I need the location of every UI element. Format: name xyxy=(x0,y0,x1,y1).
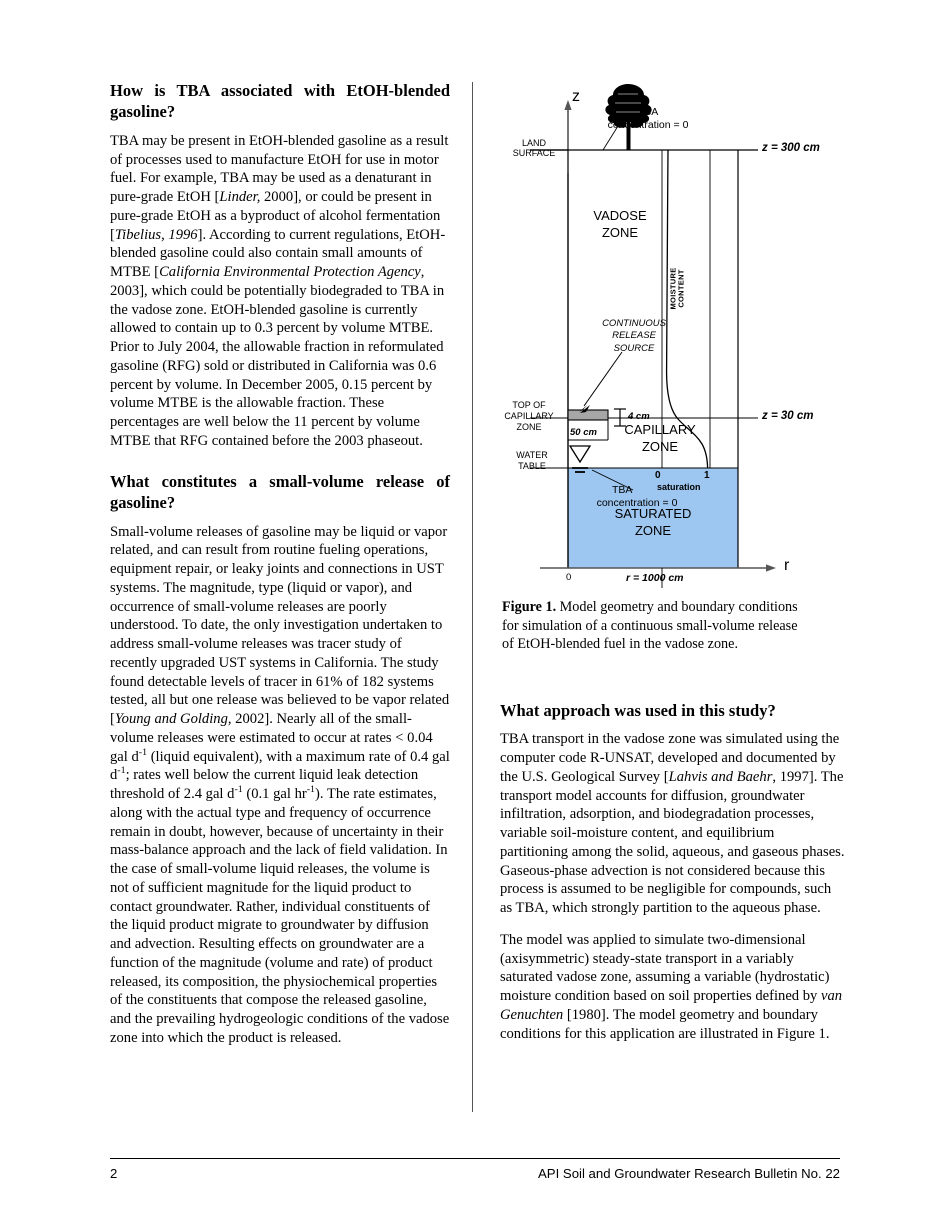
label-saturation-1: 1 xyxy=(704,470,710,481)
label-vadose-1: VADOSE xyxy=(593,208,647,223)
label-top-capillary-1: TOP OF xyxy=(512,400,546,410)
label-4cm: 4 cm xyxy=(628,411,650,422)
text-run: The model was applied to simulate two-dimensional (axisymmetric) steady-state transport in a variably saturated vadose zone, assuming a variable (hydrostatic) moisture condition based on soil properties defined by xyxy=(500,931,830,1005)
paragraph-small-volume-release xyxy=(110,523,450,1048)
label-saturated-1: SATURATED xyxy=(614,506,692,521)
superscript-exponent: -1 xyxy=(234,784,243,796)
figure-1-diagram xyxy=(500,78,850,588)
paragraph-tba-association xyxy=(110,132,450,451)
paragraph-approach-1 xyxy=(500,730,845,918)
label-source-1: CONTINUOUS xyxy=(602,318,666,329)
text-run: (liquid equivalent), with a maximum rate of 0.4 gal d xyxy=(110,748,450,784)
citation-van-genuchten: van Genuchten xyxy=(500,988,843,1023)
right-column xyxy=(500,700,845,1056)
label-tba-bottom-1: TBA xyxy=(612,484,633,496)
text-run: TBA may be present in EtOH-blended gasoline as a result of processes used to manufacture EtOH for use in motor fuel. For example, TBA may be used as a denaturant in pure-grade EtOH [ xyxy=(110,132,449,206)
label-moisture-content-1: MOISTURE xyxy=(668,267,678,310)
label-50cm: 50 cm xyxy=(570,427,597,438)
citation-young-golding: Young and Golding xyxy=(114,711,228,727)
superscript-exponent: -1 xyxy=(117,765,126,777)
text-run: [1980]. The model geometry and boundary conditions for this application are illustrated in Figure 1. xyxy=(500,1006,830,1042)
label-r-axis: r xyxy=(784,557,790,574)
text-run: ). The rate estimates, along with the actual type and frequency of occurrence remain in doubt, however, because of uncertainty in their mass-balance approach and the lack of field validation. In the case of small-volume liquid releases, the volume is not of sufficient magnitude for the liquid product to contact groundwater. Rather, individual constituents of the liquid product migrate to groundwater by diffusion and advection. Resulting effects on groundwater are a function of the magnitude (volume and rate) of product released, its composition, the physiochemical properties of the constituents that compose the released gasoline, and the prevailing hydrogeologic conditions of the vadose zone into which the product is released. xyxy=(110,786,450,1046)
label-tba-top-1: TBA xyxy=(637,106,659,118)
citation-lahvis-baehr: Lahvis and Baehr xyxy=(668,768,773,785)
text-run: (0.1 gal hr xyxy=(242,786,307,802)
heading-tba-association: How is TBA associated with EtOH-blended gasoline? xyxy=(110,81,450,122)
left-column xyxy=(110,80,450,1061)
text-run: ]. According to current regulations, EtOH-blended gasoline could also contain small amounts of MTBE [ xyxy=(110,226,446,281)
citation-tibelius: Tibelius, 1996 xyxy=(114,226,198,243)
label-z-axis: z xyxy=(572,88,580,105)
footer-page-number: 2 xyxy=(110,1166,118,1181)
figure-caption-label: Figure 1. xyxy=(502,599,557,615)
label-z-30: z = 30 cm xyxy=(762,410,814,422)
text-run: TBA transport in the vadose zone was simulated using the computer code R-UNSAT, developed and documented by the U.S. Geological Survey [ xyxy=(500,731,840,785)
paragraph-approach-2 xyxy=(500,931,845,1044)
text-run: Small-volume releases of gasoline may be liquid or vapor related, and can result from routine fueling operations, equipment repair, or leaky joints and connections in UST systems. The magnitude, type (liquid or vapor), and occurrence of small-volume releases are poorly understood. To date, the only investigation undertaken to address small-volume releases was tracer study of recently upgraded UST systems in California. The study found detectable levels of tracer in 61% of 182 systems tested, all but one release was believed to be vapor related [ xyxy=(110,523,450,727)
label-capillary-1: CAPILLARY xyxy=(624,422,696,437)
text-run: , 1997]. The transport model accounts for diffusion, groundwater infiltration, adsorption, and biodegradation processes, variable soil-moisture content, and equilibrium partitioning among the solid, aqueous, and gaseous phases. Gaseous-phase advection is not considered because this process is assumed to be negligible for compounds, such as TBA, which strongly partition to the aqueous phase. xyxy=(500,768,845,917)
label-top-capillary-2: CAPILLARY xyxy=(504,410,554,421)
column-divider xyxy=(472,82,473,1112)
citation-calepa: California Environmental Protection Agency xyxy=(159,264,421,281)
text-run: , 2003], which could be potentially biodegraded to TBA in the vadose zone. EtOH-blended gasoline is currently allowed to contain up to 0.3 percent by volume MTBE. Prior to July 2004, the allowable fraction in reformulated gasoline (RFG) sold or distributed in California was 0.6 percent by volume. In December 2005, 0.15 percent by volume MTBE is the allowable fraction. These percentages are well below the 11 percent by volume MTBE that RFG contained before the 2003 phaseout. xyxy=(110,264,445,449)
superscript-exponent: -1 xyxy=(306,784,316,796)
figure-caption-text: Model geometry and boundary conditions for simulation of a continuous small-volume release of EtOH-blended fuel in the vadose zone. xyxy=(502,599,798,653)
label-origin-0: 0 xyxy=(566,572,572,583)
text-run: , 2002]. Nearly all of the small-volume releases were estimated to occur at rates < 0.04 gal d xyxy=(110,711,433,765)
label-land-surface-1: LAND xyxy=(521,138,546,148)
label-tba-bottom-2: concentration = 0 xyxy=(596,497,678,510)
label-source-3: SOURCE xyxy=(613,342,655,354)
text-run: 2000], or could be present in pure-grade EtOH as a byproduct of alcohol fermentation [ xyxy=(110,189,441,243)
footer-bulletin-title: API Soil and Groundwater Research Bulletin No. 22 xyxy=(537,1166,840,1181)
label-vadose-2: ZONE xyxy=(601,224,639,240)
text-run: ; rates well below the current liquid leak detection threshold of 2.4 gal d xyxy=(110,767,419,802)
label-water-table-2: TABLE xyxy=(518,460,546,471)
label-tba-top-2: concentration = 0 xyxy=(607,119,689,132)
label-r-1000: r = 1000 cm xyxy=(626,572,684,584)
citation-linder: Linder, xyxy=(219,189,261,206)
label-water-table-1: WATER xyxy=(516,450,548,460)
label-saturated-2: ZONE xyxy=(634,522,672,538)
label-moisture-content-2: CONTENT xyxy=(676,269,686,308)
page-footer xyxy=(110,1158,840,1181)
superscript-exponent: -1 xyxy=(138,746,148,758)
label-z-300: z = 300 cm xyxy=(762,142,820,154)
label-capillary-2: ZONE xyxy=(641,438,679,454)
label-source-2: RELEASE xyxy=(612,330,656,342)
heading-approach: What approach was used in this study? xyxy=(500,701,776,720)
label-land-surface-2: SURFACE xyxy=(512,148,556,159)
heading-small-volume-release: What constitutes a small-volume release of gasoline? xyxy=(110,471,450,513)
label-saturation-axis: saturation xyxy=(657,482,701,492)
label-top-capillary-3: ZONE xyxy=(516,421,542,432)
figure-caption xyxy=(502,598,802,654)
label-saturation-0: 0 xyxy=(655,470,661,481)
